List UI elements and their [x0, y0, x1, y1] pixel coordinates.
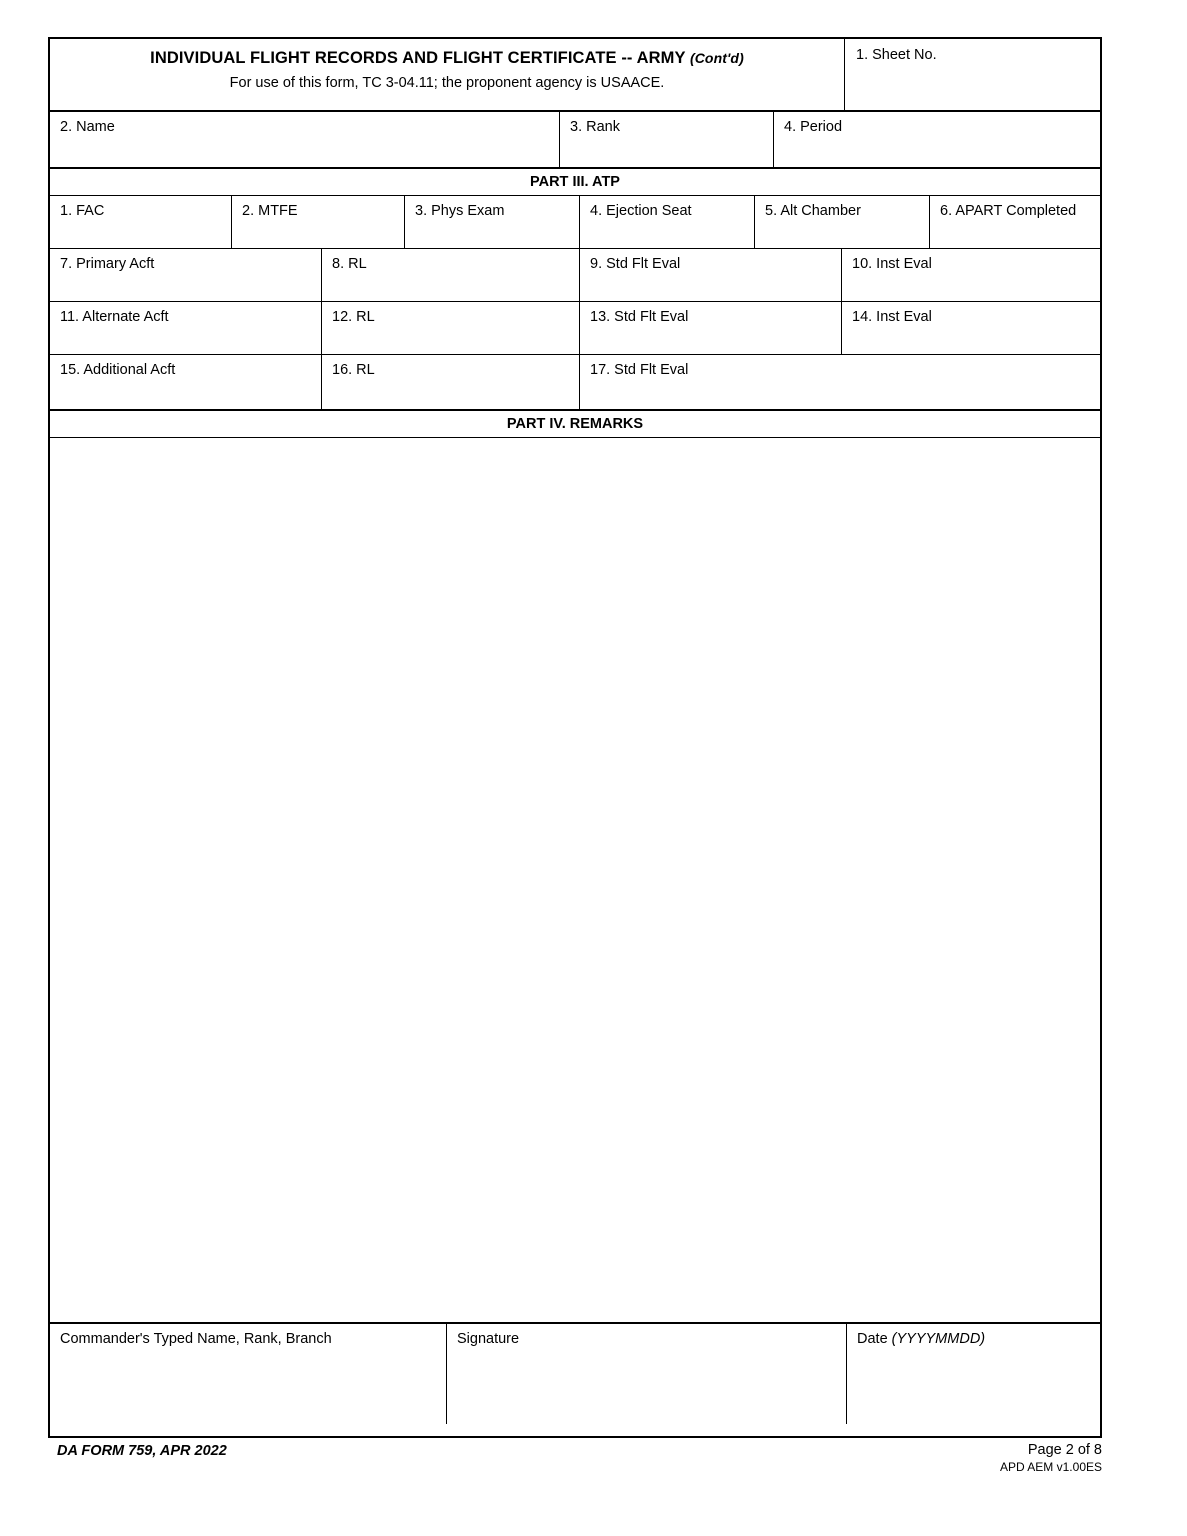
- field-alt-chamber[interactable]: [755, 196, 930, 248]
- atp-row-4: [50, 355, 1100, 411]
- date-label-group: [857, 1330, 1100, 1348]
- field-alternate-inst-eval-label: 14. Inst Eval: [852, 309, 932, 325]
- commander-name-field[interactable]: [50, 1324, 447, 1424]
- signature-row: [50, 1324, 1100, 1424]
- date-field[interactable]: [847, 1324, 1100, 1424]
- form-title: [50, 49, 844, 68]
- field-additional-rl[interactable]: [322, 355, 580, 409]
- field-alternate-acft[interactable]: [50, 302, 322, 354]
- rank-label: 3. Rank: [570, 119, 620, 135]
- field-alternate-std-flt-eval-label: 13. Std Flt Eval: [590, 309, 689, 325]
- form-subtitle: For use of this form, TC 3-04.11; the proponent agency is USAACE.: [229, 75, 665, 91]
- page-number: Page 2 of 8: [1027, 1442, 1102, 1458]
- field-primary-rl[interactable]: [322, 249, 580, 301]
- field-alternate-inst-eval[interactable]: [842, 302, 1100, 354]
- field-alternate-rl-label: 12. RL: [332, 309, 375, 325]
- field-apart-completed[interactable]: [930, 196, 1100, 248]
- field-additional-acft-label: 15. Additional Acft: [60, 362, 176, 378]
- form-title-text: INDIVIDUAL FLIGHT RECORDS AND FLIGHT CERTIFICATE -- ARMY: [150, 49, 686, 67]
- form-title-block: [50, 39, 845, 110]
- sheet-no-label: 1. Sheet No.: [856, 47, 937, 63]
- signature-label: Signature: [457, 1331, 520, 1347]
- field-additional-rl-label: 16. RL: [332, 362, 375, 378]
- field-additional-std-flt-eval-label: 17. Std Flt Eval: [590, 362, 689, 378]
- rank-field[interactable]: [560, 112, 774, 167]
- period-label: 4. Period: [784, 119, 843, 135]
- field-primary-acft-label: 7. Primary Acft: [60, 256, 155, 272]
- title-row: [50, 39, 1100, 112]
- commander-name-label: Commander's Typed Name, Rank, Branch: [60, 1331, 332, 1347]
- field-primary-rl-label: 8. RL: [332, 256, 367, 272]
- field-ejection-seat-label: 4. Ejection Seat: [590, 203, 692, 219]
- sheet-no-cell[interactable]: [845, 39, 1100, 110]
- field-primary-inst-eval[interactable]: [842, 249, 1100, 301]
- field-mtfe-label: 2. MTFE: [242, 203, 298, 219]
- atp-row-1: [50, 196, 1100, 249]
- signature-field[interactable]: [447, 1324, 847, 1424]
- field-alternate-std-flt-eval[interactable]: [580, 302, 842, 354]
- field-ejection-seat[interactable]: [580, 196, 755, 248]
- remarks-area[interactable]: [50, 438, 1100, 1324]
- field-phys-exam[interactable]: [405, 196, 580, 248]
- form-title-contd: (Cont'd): [689, 50, 744, 66]
- identity-row: [50, 112, 1100, 169]
- remarks-value: [50, 438, 1100, 444]
- field-primary-acft[interactable]: [50, 249, 322, 301]
- atp-row-3: [50, 302, 1100, 355]
- field-primary-std-flt-eval-label: 9. Std Flt Eval: [590, 256, 681, 272]
- field-primary-inst-eval-label: 10. Inst Eval: [852, 256, 932, 272]
- field-alt-chamber-label: 5. Alt Chamber: [765, 203, 861, 219]
- form-frame: [48, 37, 1102, 1438]
- apd-version: APD AEM v1.00ES: [999, 1460, 1102, 1474]
- field-fac-label: 1. FAC: [60, 203, 105, 219]
- part-3-header: PART III. ATP: [50, 169, 1100, 196]
- atp-row-2: [50, 249, 1100, 302]
- field-additional-acft[interactable]: [50, 355, 322, 409]
- footer-right-block: [1000, 1442, 1102, 1474]
- field-mtfe[interactable]: [232, 196, 405, 248]
- field-additional-std-flt-eval[interactable]: [580, 355, 1100, 409]
- part-4-header: PART IV. REMARKS: [50, 411, 1100, 438]
- field-apart-completed-label: 6. APART Completed: [940, 203, 1077, 219]
- name-label: 2. Name: [60, 119, 115, 135]
- period-field[interactable]: [774, 112, 1100, 167]
- field-alternate-rl[interactable]: [322, 302, 580, 354]
- field-alternate-acft-label: 11. Alternate Acft: [60, 309, 169, 325]
- date-format-hint: (YYYYMMDD): [891, 1331, 986, 1347]
- field-fac[interactable]: [50, 196, 232, 248]
- form-identifier: DA FORM 759, APR 2022: [57, 1443, 227, 1459]
- field-primary-std-flt-eval[interactable]: [580, 249, 842, 301]
- name-field[interactable]: [50, 112, 560, 167]
- field-phys-exam-label: 3. Phys Exam: [415, 203, 505, 219]
- date-label: Date: [857, 1331, 888, 1347]
